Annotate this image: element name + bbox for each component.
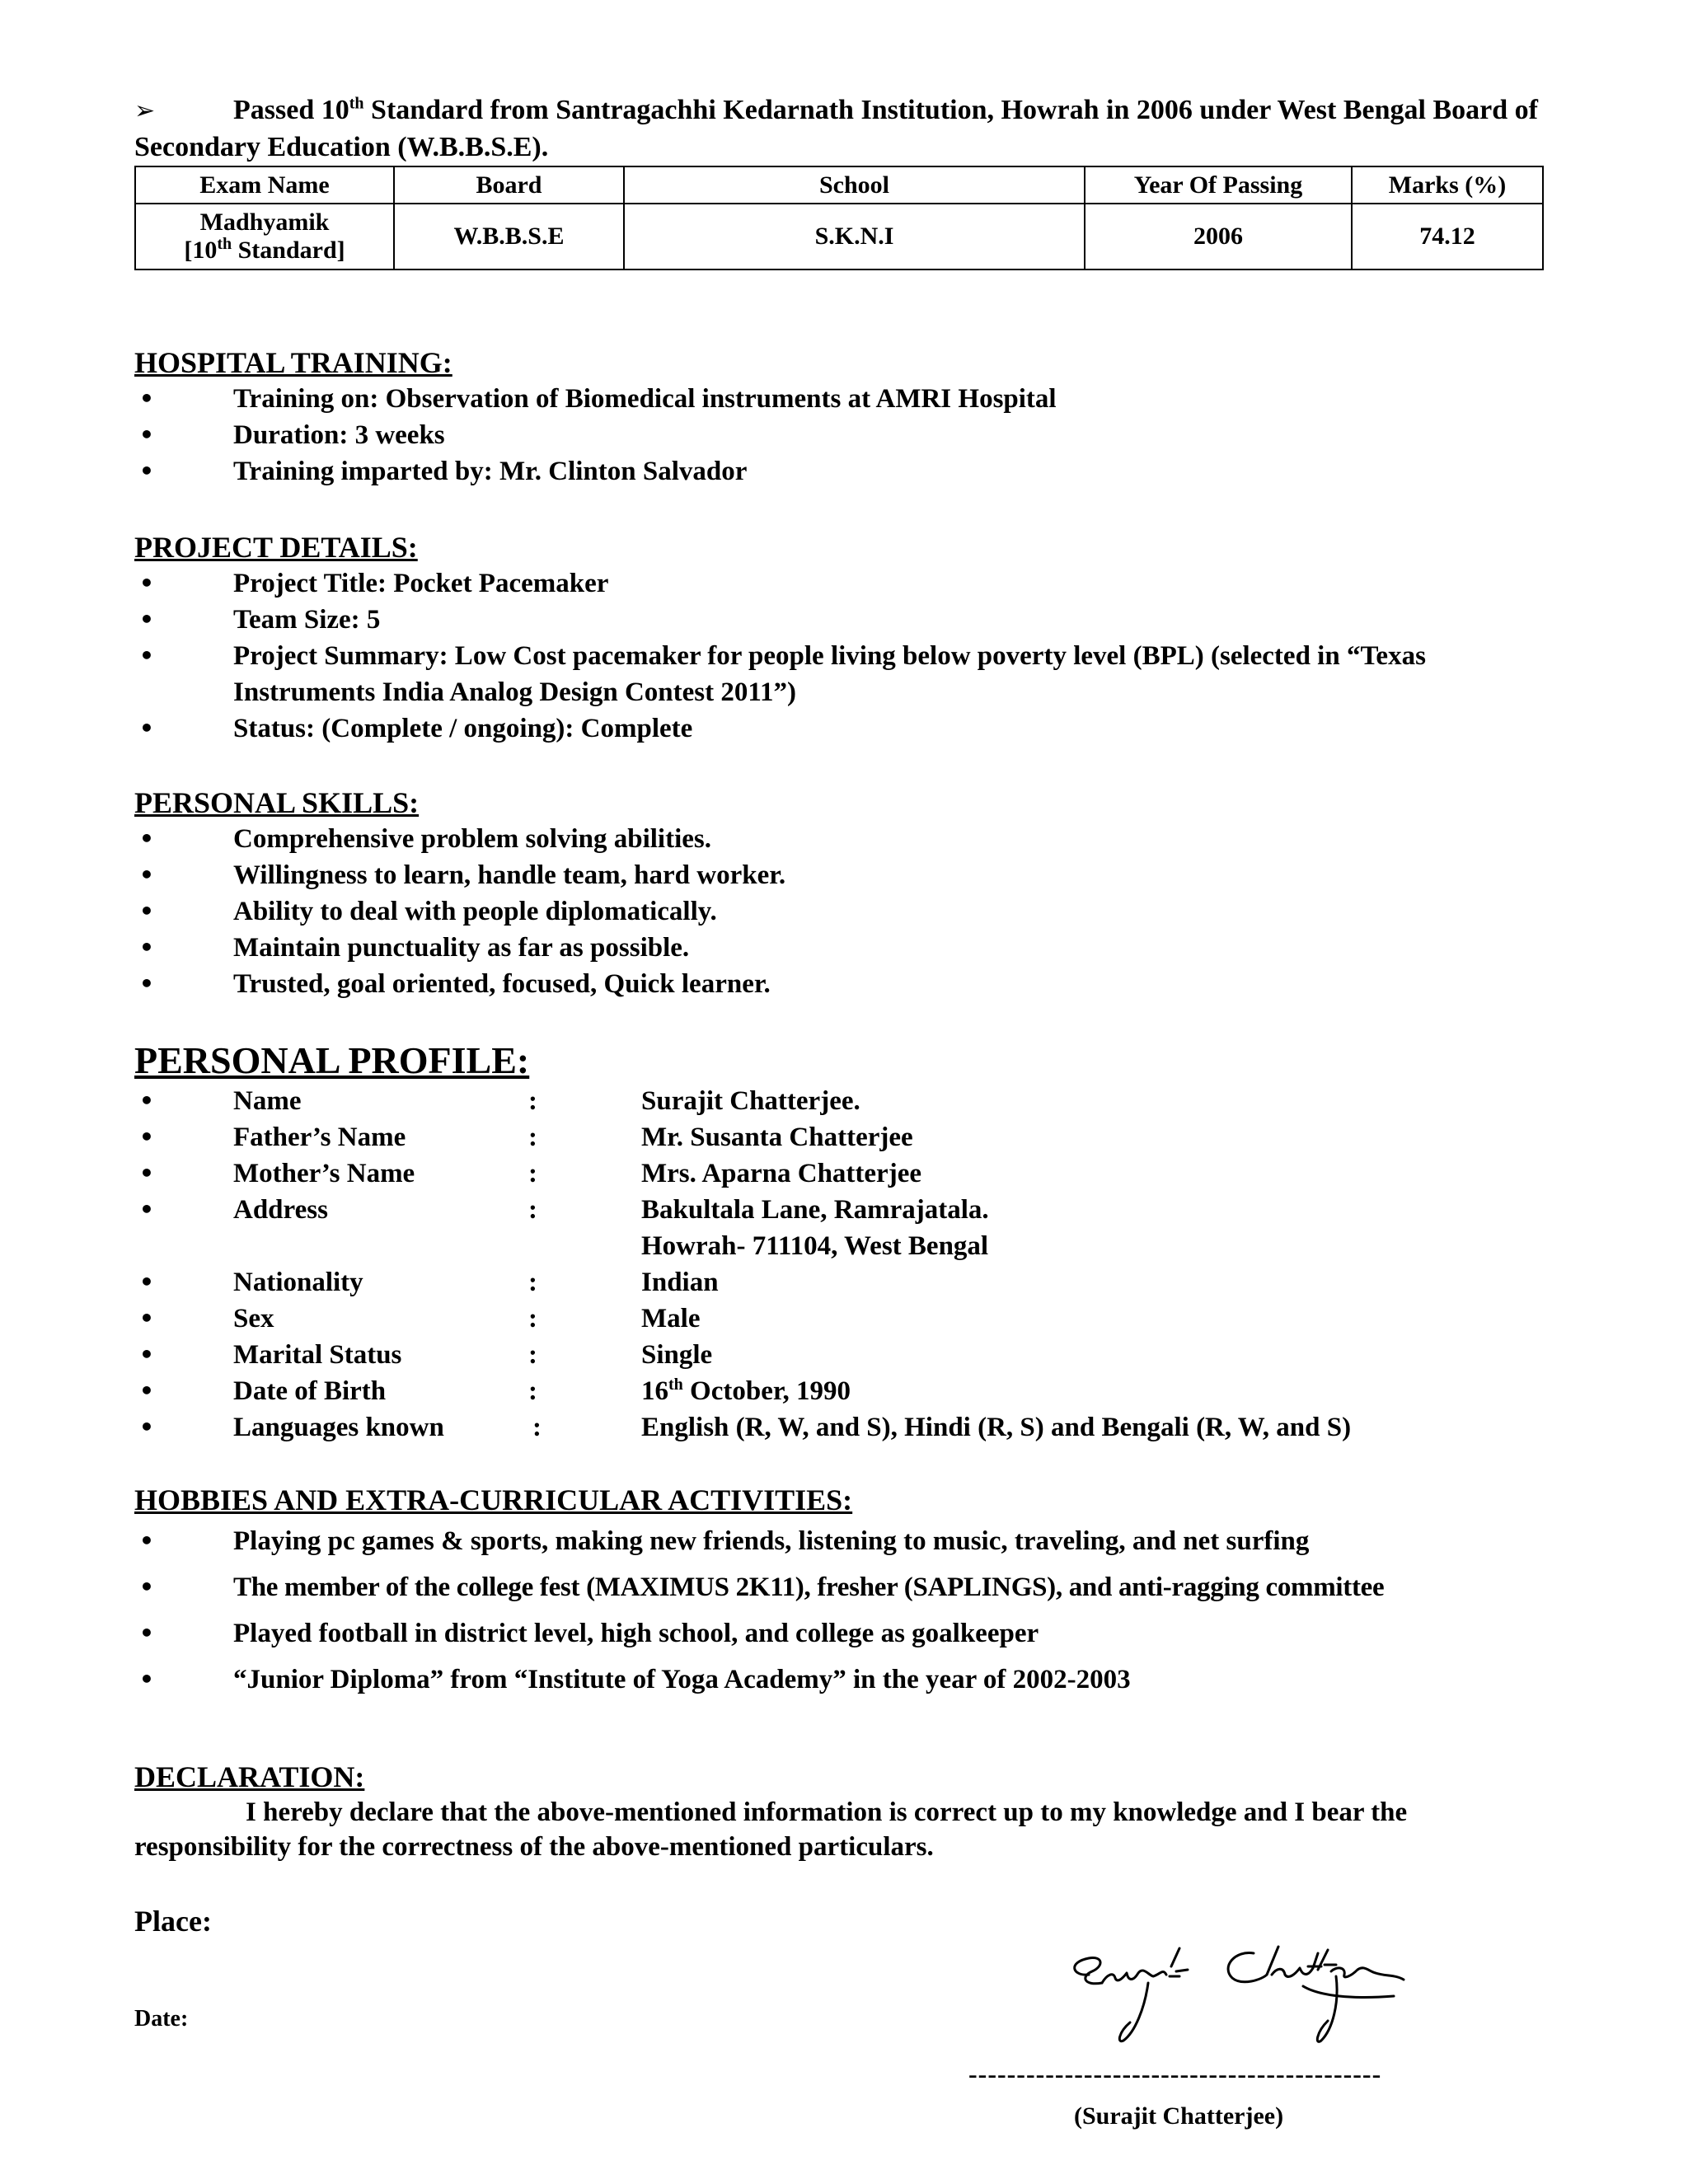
- education-text-part2: Standard from Santragachhi Kedarnath Institution, Howrah in 2006 under West Bengal Board of Secondary Education (W.B.B.S.E).: [134, 95, 1538, 162]
- bullet-icon: •: [139, 1377, 154, 1404]
- list-item: • Project Title: Pocket Pacemaker: [134, 565, 1544, 602]
- list-item: • The member of the college fest (MAXIMUS 2K11), fresher (SAPLINGS), and anti-ragging committee: [134, 1564, 1544, 1610]
- list-item: • Status: (Complete / ongoing): Complete: [134, 710, 1544, 747]
- table-cell-year: 2006: [1085, 204, 1352, 269]
- profile-row-nationality: [134, 1264, 1544, 1301]
- profile-value: Male: [641, 1304, 701, 1333]
- list-item: • Duration: 3 weeks: [134, 417, 1544, 453]
- declaration-text: I hereby declare that the above-mentioned information is correct up to my knowledge and I bear the responsibility for the correctness of the above-mentioned particulars.: [134, 1797, 1408, 1862]
- list-item: • Team Size: 5: [134, 602, 1544, 638]
- table-cell-marks: 74.12: [1352, 204, 1543, 269]
- list-item: • Comprehensive problem solving abilities.: [134, 821, 1544, 857]
- declaration-section: [134, 1759, 1544, 1864]
- profile-label: Name: [233, 1086, 302, 1116]
- list-item: • Willingness to learn, handle team, hard worker.: [134, 857, 1544, 893]
- profile-row-sex: [134, 1301, 1544, 1337]
- project-details-section: [134, 529, 1544, 747]
- resume-content: [134, 92, 1544, 2130]
- profile-value: Indian: [641, 1268, 719, 1297]
- bullet-icon: •: [139, 1160, 154, 1187]
- bullet-icon: •: [139, 1341, 154, 1368]
- profile-value: [641, 1373, 851, 1409]
- place-label: Place:: [134, 1905, 212, 1938]
- profile-row-name: [134, 1083, 1544, 1119]
- profile-label: Languages known: [233, 1413, 444, 1442]
- bullet-icon: •: [139, 1268, 154, 1296]
- table-header-row: [135, 166, 1543, 204]
- table-cell-board: W.B.B.S.E: [394, 204, 624, 269]
- project-details-heading: PROJECT DETAILS:: [134, 531, 418, 564]
- hobbies-section: [134, 1482, 1544, 1703]
- personal-skills-heading: PERSONAL SKILLS:: [134, 786, 420, 819]
- profile-colon: :: [532, 1413, 542, 1442]
- profile-label: Nationality: [233, 1268, 363, 1297]
- personal-skills-list: [134, 821, 1544, 1002]
- education-table: [134, 166, 1544, 270]
- profile-colon: :: [528, 1304, 537, 1333]
- arrow-bullet-icon: ➢: [134, 96, 156, 125]
- profile-value: Mrs. Aparna Chatterjee: [641, 1159, 921, 1188]
- list-item: • Project Summary: Low Cost pacemaker for people living below poverty level (BPL) (selected in “Texas Instruments India Analog Design Contest 2011”): [134, 638, 1544, 710]
- profile-label: Mother’s Name: [233, 1159, 415, 1188]
- hospital-training-section: [134, 344, 1544, 490]
- profile-value: [641, 1192, 989, 1264]
- profile-label: Sex: [233, 1304, 274, 1333]
- profile-colon: :: [528, 1122, 537, 1152]
- dob-day: 16: [641, 1376, 668, 1406]
- list-item: • Ability to deal with people diplomatically.: [134, 893, 1544, 930]
- personal-profile-section: [134, 1038, 1544, 1446]
- profile-colon: :: [528, 1195, 537, 1225]
- profile-value: English (R, W, and S), Hindi (R, S) and Bengali (R, W, and S): [641, 1413, 1352, 1442]
- hospital-training-list: [134, 381, 1544, 490]
- declaration-heading: DECLARATION:: [134, 1760, 365, 1793]
- date-label: Date:: [134, 2006, 189, 2032]
- profile-label: Father’s Name: [233, 1122, 406, 1152]
- education-text-part1: Passed 10: [233, 95, 349, 125]
- bullet-icon: •: [139, 1087, 154, 1114]
- profile-row-languages: [134, 1409, 1544, 1446]
- hospital-training-heading: HOSPITAL TRAINING:: [134, 346, 452, 379]
- signature-image: [1056, 1917, 1418, 2049]
- profile-colon: :: [528, 1086, 537, 1116]
- profile-row-mother: [134, 1155, 1544, 1192]
- profile-value: Mr. Susanta Chatterjee: [641, 1122, 913, 1152]
- exam-name-line2-prefix: [10: [184, 237, 218, 264]
- signature-name: (Surajit Chatterjee): [1074, 2102, 1284, 2130]
- profile-label: Address: [233, 1195, 328, 1225]
- list-item: • Maintain punctuality as far as possible.: [134, 930, 1544, 966]
- list-item: • Playing pc games & sports, making new friends, listening to music, traveling, and net surfing: [134, 1518, 1544, 1564]
- personal-skills-section: [134, 785, 1544, 1002]
- table-header-board: Board: [394, 166, 624, 204]
- profile-colon: :: [528, 1340, 537, 1370]
- exam-name-line1: Madhyamik: [199, 209, 330, 236]
- profile-row-marital: [134, 1337, 1544, 1373]
- table-cell-exam: [135, 204, 394, 269]
- profile-row-dob: [134, 1373, 1544, 1409]
- list-item: • Trusted, goal oriented, focused, Quick learner.: [134, 966, 1544, 1002]
- profile-row-address: [134, 1192, 1544, 1264]
- profile-colon: :: [528, 1376, 537, 1406]
- bullet-icon: •: [139, 1413, 154, 1441]
- education-sup: th: [349, 94, 364, 113]
- exam-name-sup: th: [217, 235, 232, 253]
- address-line1: Bakultala Lane, Ramrajatala.: [641, 1195, 989, 1225]
- profile-value: Surajit Chatterjee.: [641, 1086, 860, 1116]
- profile-label: Date of Birth: [233, 1376, 387, 1406]
- list-item: • “Junior Diploma” from “Institute of Yoga Academy” in the year of 2002-2003: [134, 1657, 1544, 1703]
- list-item: • Training on: Observation of Biomedical instruments at AMRI Hospital: [134, 381, 1544, 417]
- dob-rest: October, 1990: [682, 1376, 851, 1406]
- profile-colon: :: [528, 1159, 537, 1188]
- list-item: • Training imparted by: Mr. Clinton Salvador: [134, 453, 1544, 490]
- profile-value: Single: [641, 1340, 713, 1370]
- table-cell-school: S.K.N.I: [624, 204, 1085, 269]
- hobbies-list: [134, 1518, 1544, 1703]
- personal-profile-heading: PERSONAL PROFILE:: [134, 1039, 530, 1081]
- education-line: [134, 92, 1544, 166]
- table-row: [135, 204, 1543, 269]
- hobbies-heading: HOBBIES AND EXTRA-CURRICULAR ACTIVITIES:: [134, 1483, 853, 1516]
- profile-colon: :: [528, 1268, 537, 1297]
- address-line2: Howrah- 711104, West Bengal: [641, 1231, 989, 1261]
- exam-name-line2-suffix: Standard]: [232, 237, 345, 264]
- table-header-marks: Marks (%): [1352, 166, 1543, 204]
- bullet-icon: •: [139, 1196, 154, 1223]
- list-item: • Played football in district level, high school, and college as goalkeeper: [134, 1610, 1544, 1657]
- project-details-list: [134, 565, 1544, 747]
- profile-row-father: [134, 1119, 1544, 1155]
- dob-sup: th: [668, 1376, 683, 1394]
- signature-line: -------------------------------------------: [968, 2059, 1382, 2088]
- profile-label: Marital Status: [233, 1340, 402, 1370]
- table-header-exam: Exam Name: [135, 166, 394, 204]
- table-header-school: School: [624, 166, 1085, 204]
- bullet-icon: •: [139, 1123, 154, 1151]
- table-header-year: Year Of Passing: [1085, 166, 1352, 204]
- bullet-icon: •: [139, 1305, 154, 1332]
